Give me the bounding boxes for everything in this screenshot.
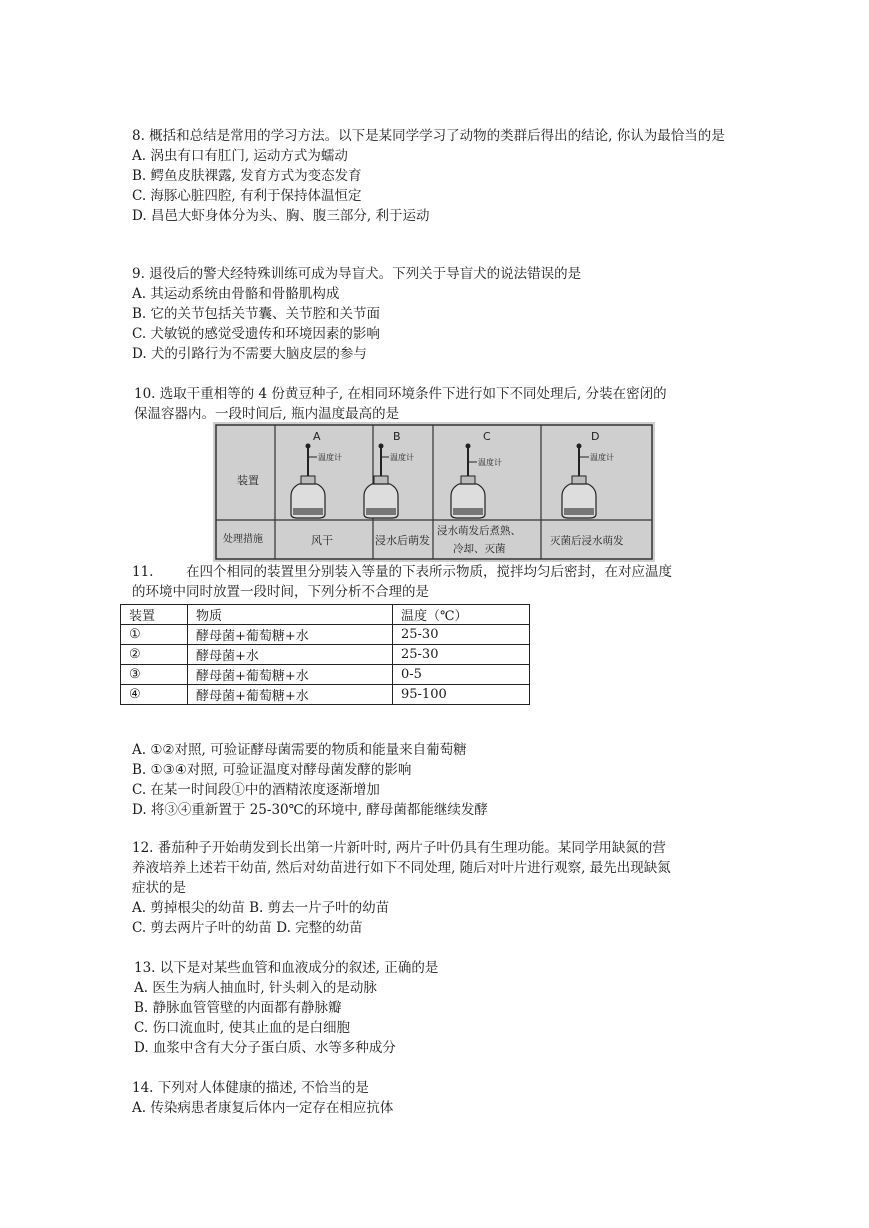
question-12-stem-line1: 12. 番茄种子开始萌发到长出第一片新叶时, 两片子叶仍具有生理功能。某同学用缺氮的营 xyxy=(132,840,666,856)
question-11-stem-line2: 的环境中同时放置一段时间，下列分析不合理的是 xyxy=(132,584,429,600)
question-8 xyxy=(132,126,744,226)
seed-experiment-figure xyxy=(213,422,655,562)
table-cell: 酵母菌+水 xyxy=(188,645,393,665)
table-row xyxy=(121,625,530,645)
table-header-row xyxy=(121,605,530,625)
figure-thermometer-label-c: 温度计 xyxy=(478,458,502,467)
question-13-option-a: A. 医生为病人抽血时, 针头刺入的是动脉 xyxy=(134,980,377,996)
table-row xyxy=(121,645,530,665)
question-12 xyxy=(132,838,744,938)
question-13-option-d: D. 血浆中含有大分子蛋白质、水等多种成分 xyxy=(134,1040,396,1056)
question-9-stem: 9. 退役后的警犬经特殊训练可成为导盲犬。下列关于导盲犬的说法错误的是 xyxy=(132,266,582,282)
table-cell: 0-5 xyxy=(393,665,530,685)
question-11-option-d: D. 将③④重新置于 25-30℃的环境中, 酵母菌都能继续发酵 xyxy=(132,802,488,818)
figure-column-d-letter: D xyxy=(591,430,600,443)
figure-thermometer-label-a: 温度计 xyxy=(318,453,342,462)
question-8-option-a: A. 涡虫有口有肛门, 运动方式为蠕动 xyxy=(132,148,348,164)
question-8-stem: 8. 概括和总结是常用的学习方法。以下是某同学学习了动物的类群后得出的结论, 你认为最恰当的是 xyxy=(132,128,725,144)
question-11-option-b: B. ①③④对照, 可验证温度对酵母菌发酵的影响 xyxy=(132,762,412,778)
question-8-option-d: D. 昌邑大虾身体分为头、胸、腹三部分, 利于运动 xyxy=(132,208,430,224)
question-9-option-d: D. 犬的引路行为不需要大脑皮层的参与 xyxy=(132,346,367,362)
figure-column-c-letter: C xyxy=(483,430,491,443)
question-9 xyxy=(132,264,744,364)
question-13 xyxy=(134,958,746,1058)
table-cell: 酵母菌+葡萄糖+水 xyxy=(188,665,393,685)
question-12-options-line1: A. 剪掉根尖的幼苗 B. 剪去一片子叶的幼苗 xyxy=(132,900,390,916)
table-cell: 25-30 xyxy=(393,645,530,665)
table-cell: ③ xyxy=(121,665,188,685)
question-11 xyxy=(132,562,744,602)
question-11-number: 11. xyxy=(132,564,154,580)
question-10-stem-line1: 10. 选取干重相等的 4 份黄豆种子, 在相同环境条件下进行如下不同处理后, 分装在密闭的 xyxy=(134,386,667,402)
question-14-option-a: A. 传染病患者康复后体内一定存在相应抗体 xyxy=(132,1100,394,1116)
table-cell: ① xyxy=(121,625,188,645)
figure-thermometer-label-d: 温度计 xyxy=(590,453,614,462)
yeast-experiment-table xyxy=(120,604,530,705)
table-row xyxy=(121,665,530,685)
figure-column-b-letter: B xyxy=(393,430,401,443)
figure-column-a-letter: A xyxy=(313,430,321,443)
question-10 xyxy=(134,384,746,424)
figure-treatment-b: 浸水后萌发 xyxy=(375,534,430,547)
question-11-option-a: A. ①②对照, 可验证酵母菌需要的物质和能量来自葡萄糖 xyxy=(132,742,467,758)
table-header-temperature: 温度（℃） xyxy=(393,605,530,625)
question-8-option-c: C. 海豚心脏四腔, 有利于保持体温恒定 xyxy=(132,188,362,204)
figure-treatment-c-line2: 冷却、灭菌 xyxy=(453,543,506,555)
table-cell: 酵母菌+葡萄糖+水 xyxy=(188,625,393,645)
question-13-stem: 13. 以下是对某些血管和血液成分的叙述, 正确的是 xyxy=(134,960,439,976)
question-10-stem-line2: 保温容器内。一段时间后, 瓶内温度最高的是 xyxy=(134,406,400,422)
question-14 xyxy=(132,1078,744,1118)
question-11-option-c: C. 在某一时间段①中的酒精浓度逐渐增加 xyxy=(132,782,380,798)
question-9-option-a: A. 其运动系统由骨骼和骨骼肌构成 xyxy=(132,286,340,302)
question-14-stem: 14. 下列对人体健康的描述, 不恰当的是 xyxy=(132,1080,369,1096)
question-8-option-b: B. 鳄鱼皮肤裸露, 发育方式为变态发育 xyxy=(132,168,362,184)
question-13-option-c: C. 伤口流血时, 使其止血的是白细胞 xyxy=(134,1020,351,1036)
figure-thermometer-label-b: 温度计 xyxy=(390,453,414,462)
table-cell: ② xyxy=(121,645,188,665)
table-cell: ④ xyxy=(121,685,188,705)
table-cell: 酵母菌+葡萄糖+水 xyxy=(188,685,393,705)
table-cell: 95-100 xyxy=(393,685,530,705)
question-12-stem-line2: 养液培养上述若干幼苗, 然后对幼苗进行如下不同处理, 随后对叶片进行观察, 最先出现缺氮 xyxy=(132,860,671,876)
question-11-options xyxy=(132,740,744,820)
figure-row-label-device: 装置 xyxy=(237,474,259,487)
seed-experiment-diagram xyxy=(213,422,655,562)
question-12-stem-line3: 症状的是 xyxy=(132,880,186,896)
question-12-options-line2: C. 剪去两片子叶的幼苗 D. 完整的幼苗 xyxy=(132,920,363,936)
question-13-option-b: B. 静脉血管管壁的内面都有静脉瓣 xyxy=(134,1000,342,1016)
table-cell: 25-30 xyxy=(393,625,530,645)
figure-treatment-c-line1: 浸水萌发后煮熟、 xyxy=(437,525,521,537)
table-header-substance: 物质 xyxy=(188,605,393,625)
table-header-device: 装置 xyxy=(121,605,188,625)
question-9-option-c: C. 犬敏锐的感觉受遗传和环境因素的影响 xyxy=(132,326,380,342)
figure-treatment-d: 灭菌后浸水萌发 xyxy=(550,535,624,547)
flask-c-icon xyxy=(451,444,485,519)
figure-row-label-treatment: 处理措施 xyxy=(223,534,263,545)
table-row xyxy=(121,685,530,705)
figure-treatment-a: 风干 xyxy=(311,534,333,547)
question-11-stem-line1: 在四个相同的装置里分别装入等量的下表所示物质，搅拌均匀后密封，在对应温度 xyxy=(186,564,672,580)
question-9-option-b: B. 它的关节包括关节囊、关节腔和关节面 xyxy=(132,306,381,322)
